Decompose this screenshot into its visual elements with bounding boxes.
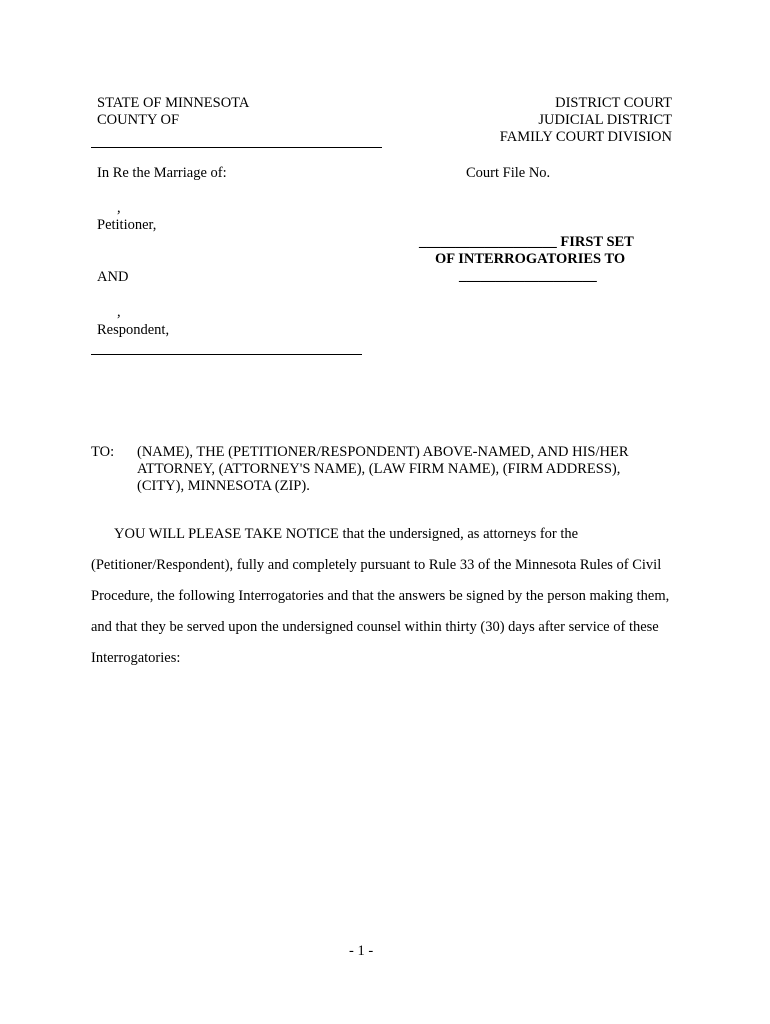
to-line-3: (CITY), MINNESOTA (ZIP). [137, 478, 310, 494]
petitioner-label: Petitioner, [97, 217, 157, 233]
division-label: FAMILY COURT DIVISION [499, 129, 672, 145]
to-line-2: ATTORNEY, (ATTORNEY'S NAME), (LAW FIRM NAME), (FIRM ADDRESS), [137, 461, 621, 477]
title-line-3: ___________________ [459, 268, 597, 284]
caption-bottom-rule [91, 354, 362, 355]
respondent-comma: , [117, 304, 121, 320]
caption-left-rule [91, 147, 382, 148]
to-line-1: (NAME), THE (PETITIONER/RESPONDENT) ABOVE-NAMED, AND HIS/HER [137, 444, 629, 460]
county-label: COUNTY OF [97, 112, 180, 128]
and-label: AND [97, 269, 129, 285]
body-line-5: Interrogatories: [91, 650, 181, 666]
court-label: DISTRICT COURT [555, 95, 672, 111]
court-file-label: Court File No. [466, 165, 551, 181]
title-line-2: OF INTERROGATORIES TO [435, 251, 626, 267]
petitioner-comma: , [117, 200, 121, 216]
title-line-1: ___________________ FIRST SET [419, 234, 634, 250]
body-line-3: Procedure, the following Interrogatories and that the answers be signed by the person making them, [91, 588, 670, 604]
district-label: JUDICIAL DISTRICT [538, 112, 672, 128]
body-line-2: (Petitioner/Respondent), fully and completely pursuant to Rule 33 of the Minnesota Rules of Civil [91, 557, 662, 573]
to-label: TO: [91, 444, 115, 460]
state-label: STATE OF MINNESOTA [97, 95, 250, 111]
respondent-label: Respondent, [97, 322, 170, 338]
page-number: - 1 - [349, 943, 374, 959]
body-line-1: YOU WILL PLEASE TAKE NOTICE that the undersigned, as attorneys for the [114, 526, 579, 542]
body-line-4: and that they be served upon the undersigned counsel within thirty (30) days after service of these [91, 619, 659, 635]
in-re-label: In Re the Marriage of: [97, 165, 227, 181]
